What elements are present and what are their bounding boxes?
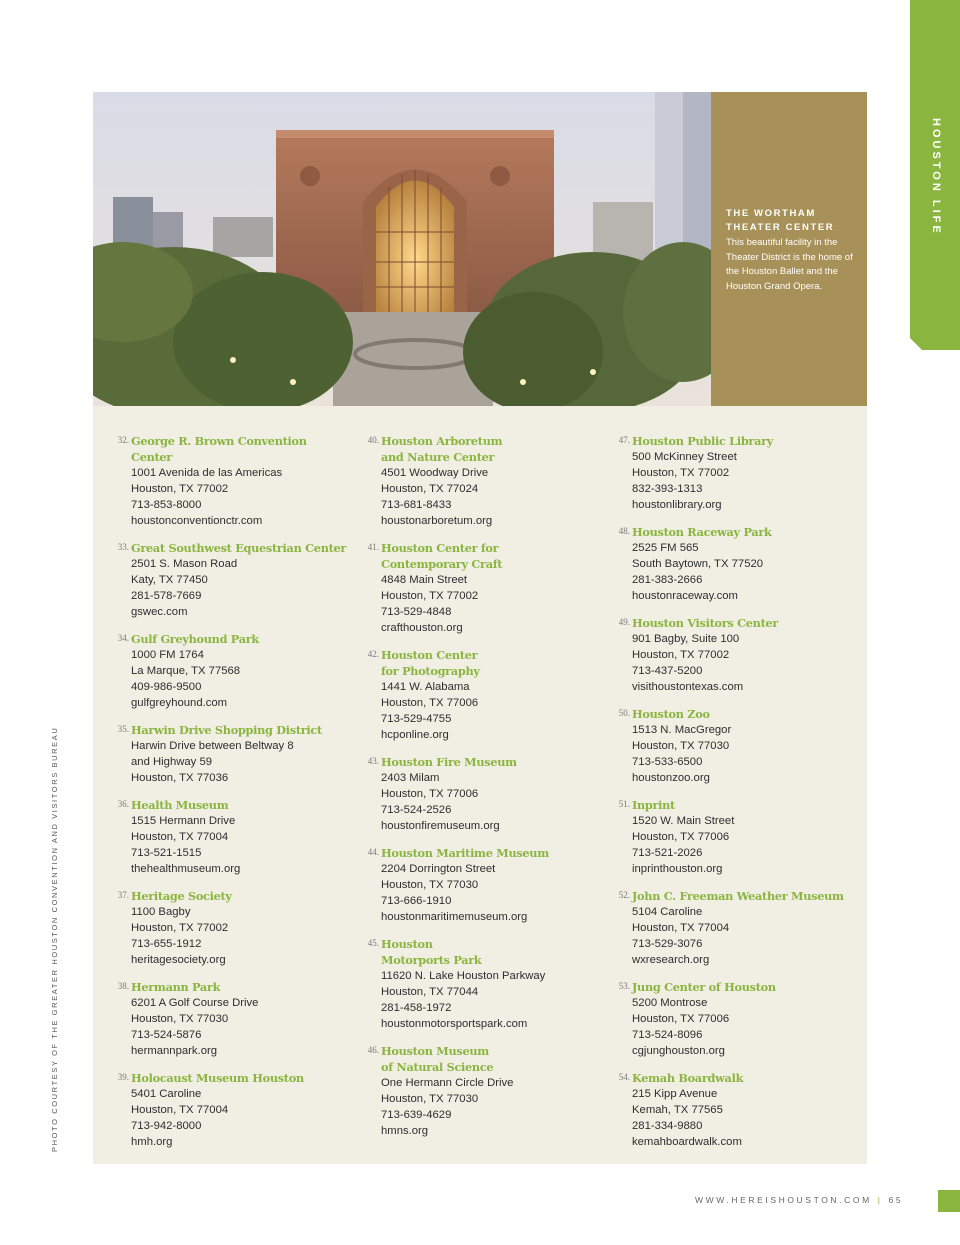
- listing-entry: [614, 1070, 859, 1150]
- entry-number: 54.: [618, 1072, 630, 1082]
- entry-detail: 832-393-1313: [632, 483, 703, 495]
- listing-entry: [614, 797, 859, 877]
- entry-website: gulfgreyhound.com: [131, 697, 228, 709]
- listing-entry: [363, 540, 593, 636]
- entry-detail: 713-853-8000: [131, 499, 202, 511]
- entry-number: 32.: [117, 435, 129, 445]
- entry-name: Great Southwest Equestrian Center: [131, 541, 347, 555]
- entry-detail: 1513 N. MacGregor: [632, 724, 732, 736]
- section-tab-label: HOUSTON LIFE: [930, 118, 942, 236]
- entry-detail: 6201 A Golf Course Drive: [131, 997, 259, 1009]
- listing-entry: [113, 631, 348, 711]
- entry-name: Houston Maritime Museum: [381, 846, 549, 860]
- entry-website: houstonlibrary.org: [632, 499, 722, 511]
- entry-detail: 713-533-6500: [632, 756, 703, 768]
- entry-name: George R. Brown Convention Center: [131, 434, 307, 464]
- listing-entry: [113, 722, 348, 786]
- entry-detail: 215 Kipp Avenue: [632, 1088, 718, 1100]
- entry-number: 50.: [618, 708, 630, 718]
- listing-entry: [363, 647, 593, 743]
- entry-number: 46.: [367, 1045, 379, 1055]
- entry-name: Houston Center for Photography: [381, 648, 480, 678]
- entry-website: inprinthouston.org: [632, 863, 723, 875]
- entry-detail: 713-666-1910: [381, 895, 452, 907]
- entry-detail: 713-639-4629: [381, 1109, 452, 1121]
- entry-number: 47.: [618, 435, 630, 445]
- entry-detail: Houston, TX 77036: [131, 772, 229, 784]
- listing-entry: [614, 433, 859, 513]
- attractions-listing: [93, 406, 867, 1164]
- entry-detail: 2501 S. Mason Road: [131, 558, 238, 570]
- entry-detail: Houston, TX 77030: [632, 740, 730, 752]
- entry-website: hmns.org: [381, 1125, 429, 1137]
- page-footer: [695, 1195, 903, 1205]
- entry-detail: 713-521-2026: [632, 847, 703, 859]
- entry-name: Houston Raceway Park: [632, 525, 772, 539]
- entry-detail: 5104 Caroline: [632, 906, 703, 918]
- entry-name: Inprint: [632, 798, 675, 812]
- entry-detail: La Marque, TX 77568: [131, 665, 241, 677]
- listing-entry: [363, 754, 593, 834]
- entry-detail: 1100 Bagby: [131, 906, 191, 918]
- entry-detail: 5401 Caroline: [131, 1088, 202, 1100]
- footer-accent-block: [938, 1190, 960, 1212]
- page-number: 65: [888, 1195, 904, 1205]
- entry-name: Harwin Drive Shopping District: [131, 723, 322, 737]
- listing-entry: [113, 433, 348, 529]
- footer-separator: |: [877, 1195, 883, 1205]
- entry-website: visithoustontexas.com: [632, 681, 744, 693]
- entry-detail: Houston, TX 77030: [131, 1013, 229, 1025]
- entry-detail: 281-458-1972: [381, 1002, 452, 1014]
- entry-detail: Harwin Drive between Beltway 8: [131, 740, 294, 752]
- entry-website: wxresearch.org: [632, 954, 710, 966]
- entry-number: 51.: [618, 799, 630, 809]
- entry-number: 53.: [618, 981, 630, 991]
- entry-detail: Houston, TX 77002: [632, 467, 730, 479]
- entry-detail: 281-334-9880: [632, 1120, 703, 1132]
- entry-number: 35.: [117, 724, 129, 734]
- entry-detail: 713-437-5200: [632, 665, 703, 677]
- entry-detail: 1520 W. Main Street: [632, 815, 735, 827]
- entry-website: thehealthmuseum.org: [131, 863, 241, 875]
- entry-detail: 281-578-7669: [131, 590, 202, 602]
- hero-photo: [93, 92, 711, 406]
- entry-website: cgjunghouston.org: [632, 1045, 725, 1057]
- listing-entry: [614, 524, 859, 604]
- entry-website: houstonfiremuseum.org: [381, 820, 500, 832]
- entry-website: houstonconventionctr.com: [131, 515, 263, 527]
- caption-body: This beautiful facility in the Theater District is the home of the Houston Ballet and the Houston Grand Opera.: [726, 237, 853, 292]
- entry-detail: 1441 W. Alabama: [381, 681, 470, 693]
- listing-entry: [113, 797, 348, 877]
- entry-detail: Houston, TX 77002: [632, 649, 730, 661]
- entry-detail: 1515 Hermann Drive: [131, 815, 236, 827]
- listing-entry: [363, 936, 593, 1032]
- listing-column-2: [363, 433, 593, 1150]
- entry-detail: 713-529-4848: [381, 606, 452, 618]
- caption-title: THE WORTHAM THEATER CENTER: [726, 208, 835, 233]
- entry-detail: 713-521-1515: [131, 847, 202, 859]
- entry-detail: Houston, TX 77002: [131, 483, 229, 495]
- entry-website: hermannpark.org: [131, 1045, 218, 1057]
- entry-website: houstonarboretum.org: [381, 515, 493, 527]
- entry-detail: 11620 N. Lake Houston Parkway: [381, 970, 546, 982]
- entry-website: hcponline.org: [381, 729, 449, 741]
- entry-number: 33.: [117, 542, 129, 552]
- listing-entry: [113, 1070, 348, 1150]
- entry-detail: 1001 Avenida de las Americas: [131, 467, 283, 479]
- listing-entry: [614, 888, 859, 968]
- listing-entry: [113, 888, 348, 968]
- listing-entry: [614, 615, 859, 695]
- entry-detail: Katy, TX 77450: [131, 574, 208, 586]
- entry-detail: 2204 Dorrington Street: [381, 863, 496, 875]
- entry-detail: Houston, TX 77006: [381, 697, 479, 709]
- entry-detail: Houston, TX 77006: [632, 831, 730, 843]
- photo-caption: [711, 92, 867, 406]
- entry-website: hmh.org: [131, 1136, 173, 1148]
- entry-name: Kemah Boardwalk: [632, 1071, 744, 1085]
- entry-number: 42.: [367, 649, 379, 659]
- entry-name: Houston Museum of Natural Science: [381, 1044, 494, 1074]
- entry-detail: Houston, TX 77030: [381, 1093, 479, 1105]
- entry-detail: South Baytown, TX 77520: [632, 558, 764, 570]
- entry-number: 39.: [117, 1072, 129, 1082]
- entry-name: Jung Center of Houston: [632, 980, 776, 994]
- listing-entry: [363, 1043, 593, 1139]
- entry-number: 38.: [117, 981, 129, 991]
- entry-detail: Houston, TX 77006: [632, 1013, 730, 1025]
- entry-detail: 5200 Montrose: [632, 997, 708, 1009]
- entry-detail: 713-524-8096: [632, 1029, 703, 1041]
- entry-name: Heritage Society: [131, 889, 232, 903]
- entry-name: Houston Motorports Park: [381, 937, 482, 967]
- entry-detail: 713-529-3076: [632, 938, 703, 950]
- entry-name: Houston Public Library: [632, 434, 774, 448]
- entry-detail: 713-524-2526: [381, 804, 452, 816]
- entry-name: Hermann Park: [131, 980, 221, 994]
- entry-number: 49.: [618, 617, 630, 627]
- entry-number: 52.: [618, 890, 630, 900]
- entry-detail: Houston, TX 77006: [381, 788, 479, 800]
- listing-entry: [113, 540, 348, 620]
- entry-detail: 901 Bagby, Suite 100: [632, 633, 740, 645]
- entry-number: 45.: [367, 938, 379, 948]
- listing-column-3: [614, 433, 859, 1161]
- listing-column-1: [113, 433, 348, 1161]
- entry-detail: 713-524-5876: [131, 1029, 202, 1041]
- entry-detail: 713-655-1912: [131, 938, 202, 950]
- entry-detail: 2525 FM 565: [632, 542, 699, 554]
- entry-number: 48.: [618, 526, 630, 536]
- entry-name: Houston Center for Contemporary Craft: [381, 541, 503, 571]
- entry-detail: 2403 Milam: [381, 772, 440, 784]
- entry-website: crafthouston.org: [381, 622, 463, 634]
- photo-credit: PHOTO COURTESY OF THE GREATER HOUSTON CONVENTION AND VISITORS BUREAU: [50, 726, 59, 1152]
- entry-detail: 4501 Woodway Drive: [381, 467, 489, 479]
- entry-detail: Houston, TX 77024: [381, 483, 479, 495]
- entry-detail: One Hermann Circle Drive: [381, 1077, 514, 1089]
- entry-detail: Kemah, TX 77565: [632, 1104, 723, 1116]
- listing-entry: [614, 979, 859, 1059]
- entry-detail: 409-986-9500: [131, 681, 202, 693]
- entry-detail: and Highway 59: [131, 756, 213, 768]
- entry-number: 40.: [367, 435, 379, 445]
- entry-detail: Houston, TX 77002: [381, 590, 479, 602]
- entry-detail: 281-383-2666: [632, 574, 703, 586]
- entry-detail: 713-942-8000: [131, 1120, 202, 1132]
- entry-website: gswec.com: [131, 606, 188, 618]
- entry-detail: 713-529-4755: [381, 713, 452, 725]
- entry-detail: Houston, TX 77004: [131, 831, 229, 843]
- entry-number: 36.: [117, 799, 129, 809]
- listing-entry: [113, 979, 348, 1059]
- entry-number: 34.: [117, 633, 129, 643]
- entry-website: kemahboardwalk.com: [632, 1136, 742, 1148]
- entry-name: Houston Fire Museum: [381, 755, 517, 769]
- entry-name: Holocaust Museum Houston: [131, 1071, 304, 1085]
- entry-detail: 1000 FM 1764: [131, 649, 204, 661]
- entry-website: heritagesociety.org: [131, 954, 226, 966]
- footer-url: WWW.HEREISHOUSTON.COM: [695, 1195, 872, 1205]
- entry-name: John C. Freeman Weather Museum: [632, 889, 844, 903]
- entry-detail: 500 McKinney Street: [632, 451, 737, 463]
- entry-detail: 4848 Main Street: [381, 574, 468, 586]
- listing-entry: [363, 433, 593, 529]
- listing-entry: [363, 845, 593, 925]
- entry-website: houstonmotorsportspark.com: [381, 1018, 528, 1030]
- entry-name: Houston Visitors Center: [632, 616, 779, 630]
- entry-name: Houston Arboretum and Nature Center: [381, 434, 503, 464]
- entry-name: Gulf Greyhound Park: [131, 632, 259, 646]
- entry-name: Health Museum: [131, 798, 229, 812]
- entry-number: 37.: [117, 890, 129, 900]
- entry-detail: Houston, TX 77030: [381, 879, 479, 891]
- entry-name: Houston Zoo: [632, 707, 710, 721]
- listing-entry: [614, 706, 859, 786]
- entry-detail: Houston, TX 77004: [632, 922, 730, 934]
- entry-number: 44.: [367, 847, 379, 857]
- entry-website: houstonraceway.com: [632, 590, 738, 602]
- entry-detail: Houston, TX 77002: [131, 922, 229, 934]
- entry-website: houstonmaritimemuseum.org: [381, 911, 528, 923]
- entry-detail: Houston, TX 77004: [131, 1104, 229, 1116]
- entry-website: houstonzoo.org: [632, 772, 710, 784]
- entry-detail: 713-681-8433: [381, 499, 452, 511]
- entry-number: 41.: [367, 542, 379, 552]
- entry-detail: Houston, TX 77044: [381, 986, 479, 998]
- entry-number: 43.: [367, 756, 379, 766]
